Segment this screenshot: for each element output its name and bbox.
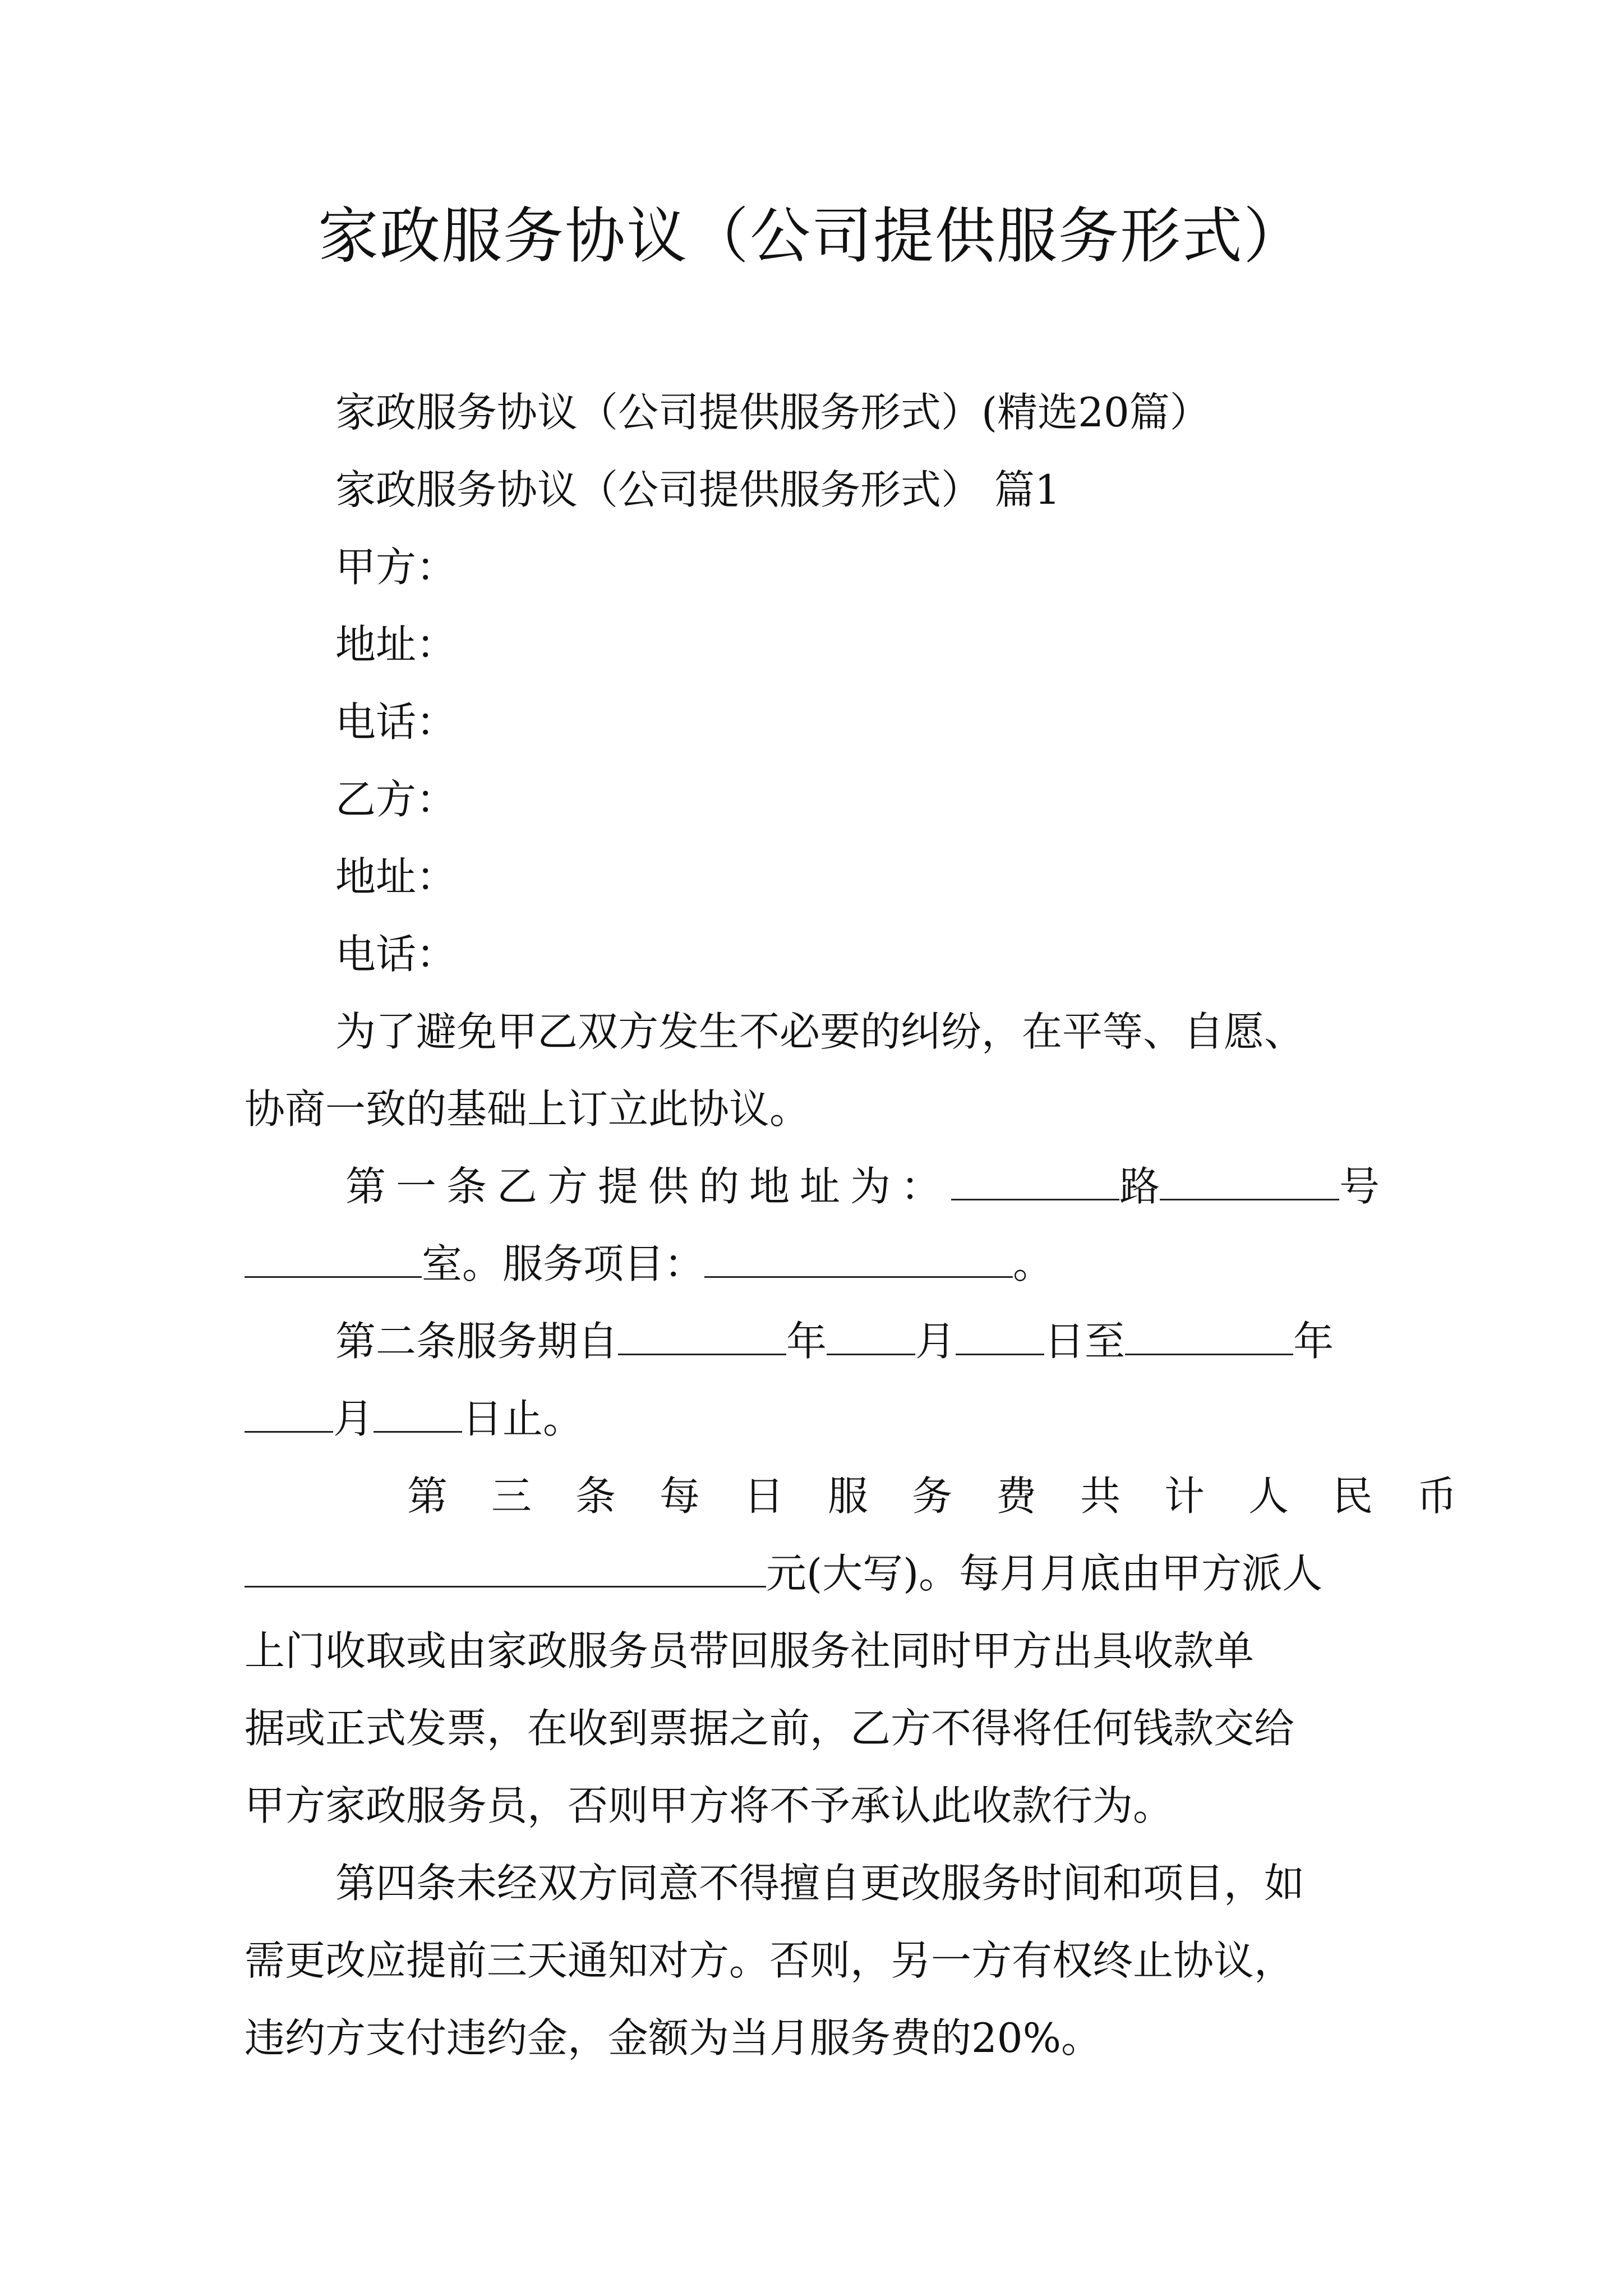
article-3-line-3: 上门收取或由家政服务员带回服务社同时甲方出具收款单 [245, 1627, 1255, 1674]
article-1-line-1 [345, 1161, 1380, 1212]
article-1-end: 。 [1013, 1240, 1054, 1287]
intro-line-1: 为了避免甲乙双方发生不必要的纠纷，在平等、自愿、 [335, 1008, 1305, 1055]
article-3-line-1 [407, 1471, 1501, 1521]
fee-text: 元(大写)。每月月底由甲方派人 [766, 1550, 1323, 1597]
number-label: 号 [1339, 1163, 1380, 1210]
party-a-address: 地址： [335, 621, 457, 668]
article-3-line-5: 甲方家政服务员，否则甲方将不予承认此收款行为。 [245, 1782, 1174, 1829]
article-2-line-1 [335, 1316, 1334, 1366]
article-3-text: 第三条每日服务费共计人民币 [407, 1473, 1501, 1520]
daily-fee-blank [245, 1551, 766, 1588]
intro-line-2: 协商一致的基础上订立此协议。 [245, 1085, 810, 1133]
road-label: 路 [1119, 1163, 1160, 1210]
service-items-blank [704, 1241, 1013, 1278]
start-day-blank [956, 1319, 1044, 1355]
article-3-line-4: 据或正式发票，在收到票据之前，乙方不得将任何钱款交给 [245, 1705, 1295, 1752]
year-label-2: 年 [1293, 1318, 1334, 1365]
month-label-2: 月 [333, 1395, 374, 1442]
article-2-line-2 [245, 1393, 583, 1444]
address-number-blank [1160, 1164, 1339, 1200]
party-a-label: 甲方： [335, 544, 457, 591]
article-4-line-3: 违约方支付违约金，金额为当月服务费的20%。 [245, 2014, 1102, 2062]
start-year-blank [618, 1319, 786, 1355]
year-label: 年 [786, 1318, 827, 1365]
day-end-label: 日止。 [462, 1395, 584, 1442]
party-a-phone: 电话： [335, 698, 457, 746]
article-3-line-2 [245, 1548, 1322, 1599]
start-month-blank [827, 1319, 915, 1355]
document-subtitle: 家政服务协议（公司提供服务形式）(精选20篇） [335, 389, 1210, 436]
party-b-label: 乙方： [335, 776, 457, 823]
article-2-text: 第二条服务期自 [335, 1318, 619, 1365]
service-items-label: 室。服务项目： [422, 1240, 705, 1287]
party-b-address: 地址： [335, 853, 457, 900]
article-4-line-2: 需更改应提前三天通知对方。否则，另一方有权终止协议， [245, 1937, 1295, 1984]
party-b-phone: 电话： [335, 931, 457, 978]
article-4-line-1: 第四条未经双方同意不得擅自更改服务时间和项目，如 [335, 1860, 1305, 1907]
month-label: 月 [915, 1318, 956, 1365]
address-room-blank [245, 1241, 422, 1278]
document-title: 家政服务协议（公司提供服务形式） [317, 201, 1305, 272]
section-heading: 家政服务协议（公司提供服务形式） 篇1 [335, 466, 1061, 513]
article-1-line-2 [245, 1239, 1053, 1289]
end-day-blank [374, 1396, 462, 1433]
day-to-label: 日至 [1044, 1318, 1126, 1365]
address-road-blank [951, 1164, 1119, 1200]
article-1-text: 第一条乙方提供的地址为： [345, 1163, 952, 1210]
end-month-blank [245, 1396, 333, 1433]
end-year-blank [1125, 1319, 1293, 1355]
